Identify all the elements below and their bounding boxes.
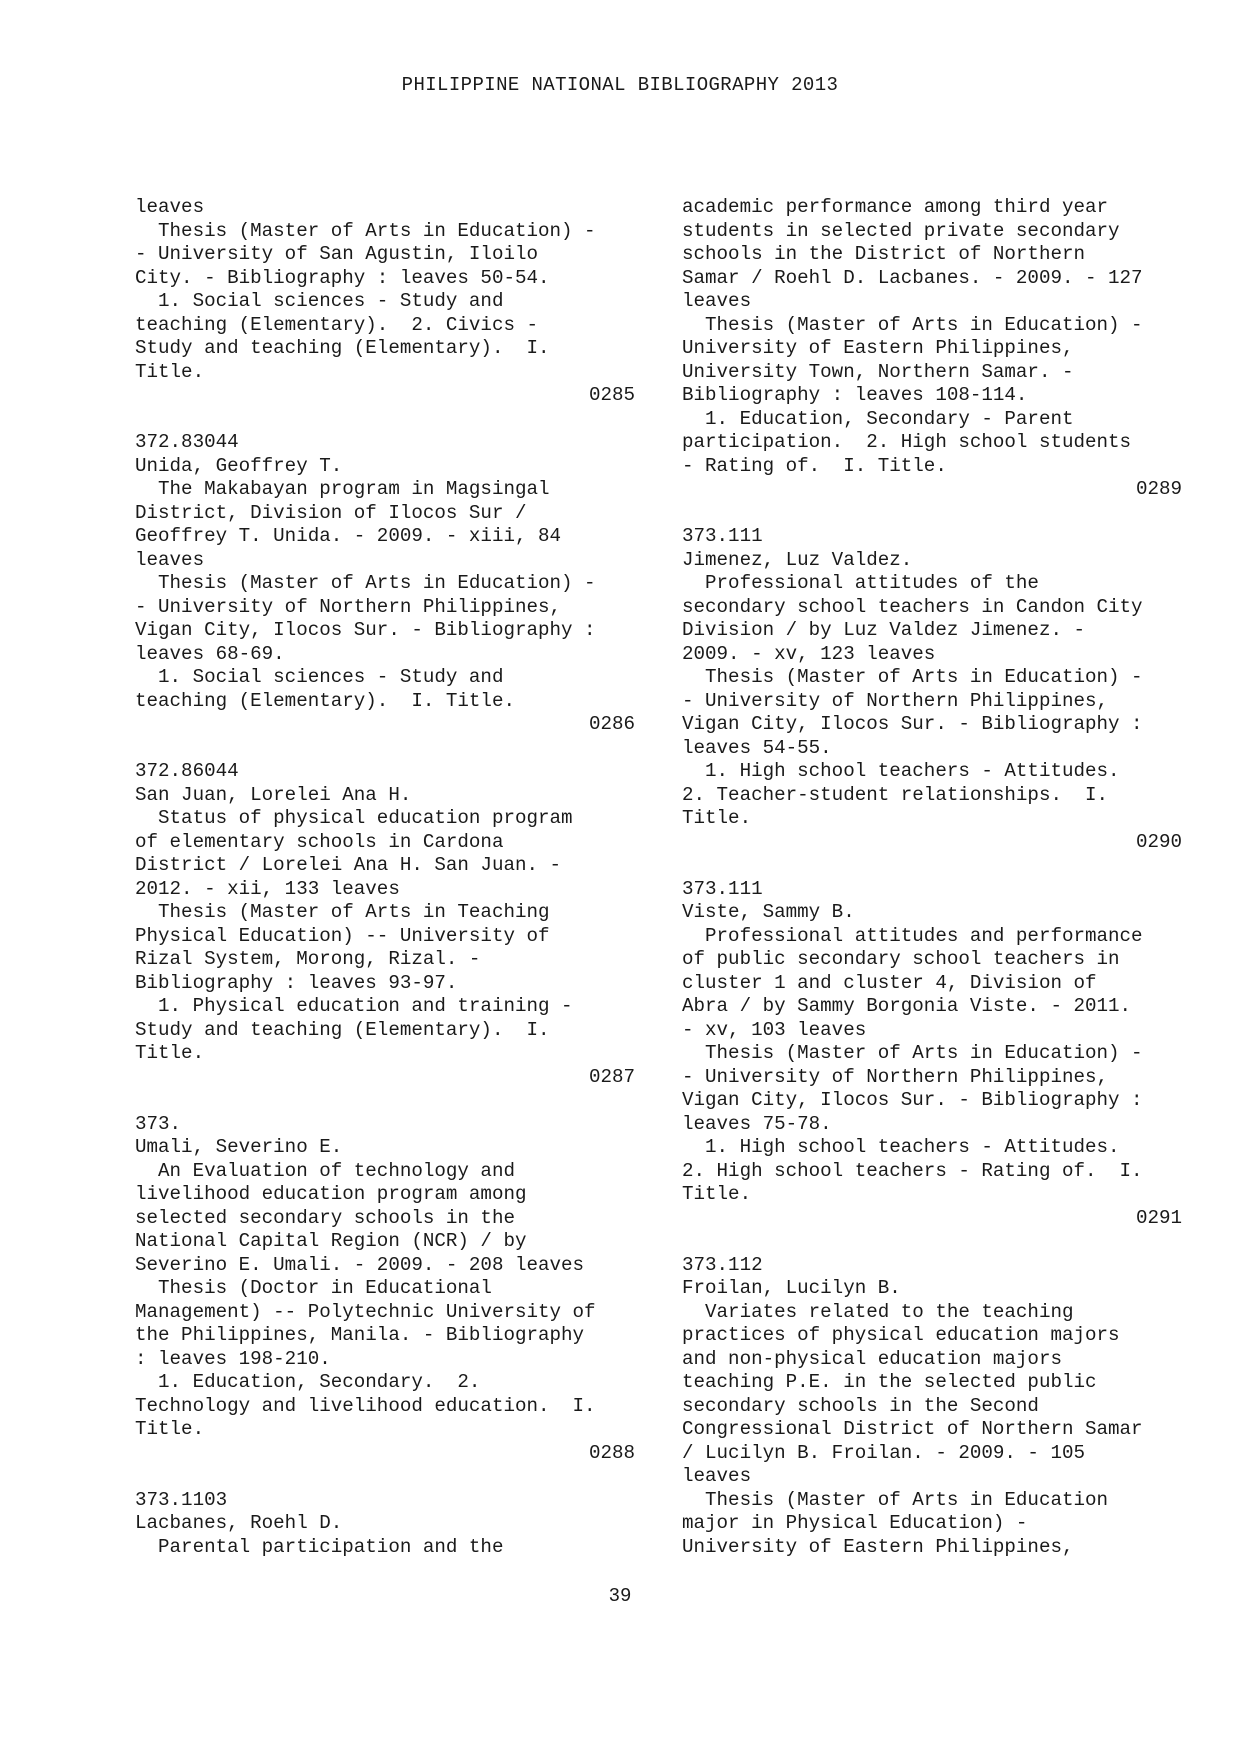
text-line: teaching (Elementary). I. Title. xyxy=(135,689,515,712)
text-line: University Town, Northern Samar. - xyxy=(682,360,1074,383)
text-line: San Juan, Lorelei Ana H. xyxy=(135,783,412,806)
text-line xyxy=(135,1089,635,1113)
text-line xyxy=(135,737,635,761)
text-line: Thesis (Master of Arts in Education) - xyxy=(135,572,596,594)
text-line: Parental participation and the xyxy=(135,1535,504,1558)
text-line: Geoffrey T. Unida. - 2009. - xiii, 84 xyxy=(135,525,562,547)
text-line: Froilan, Lucilyn B. xyxy=(682,1277,901,1299)
text-line: 2012. - xii, 133 leaves xyxy=(135,877,400,900)
text-line: leaves xyxy=(135,196,205,218)
text-line: Thesis (Doctor in Educational xyxy=(135,1277,492,1299)
text-line: 373.112 xyxy=(682,1253,763,1276)
text-line: Title. xyxy=(135,1418,205,1440)
text-line: Title. xyxy=(682,1183,752,1205)
text-line: Thesis (Master of Arts in Education) - xyxy=(682,666,1143,688)
text-line: leaves xyxy=(135,548,205,571)
text-line: 1. High school teachers - Attitudes. xyxy=(682,760,1120,782)
text-line: The Makabayan program in Magsingal xyxy=(135,478,550,500)
text-line: selected secondary schools in the xyxy=(135,1206,515,1229)
page-number: 39 xyxy=(608,1585,632,1607)
text-line: the Philippines, Manila. - Bibliography xyxy=(135,1324,585,1346)
text-line: 1. Social sciences - Study and xyxy=(135,666,504,688)
text-line: cluster 1 and cluster 4, Division of xyxy=(682,971,1097,994)
text-line: Samar / Roehl D. Lacbanes. - 2009. - 127 xyxy=(682,266,1143,289)
text-line: practices of physical education majors xyxy=(682,1324,1120,1346)
text-line: and non-physical education majors xyxy=(682,1347,1062,1370)
text-line: University of Eastern Philippines, xyxy=(682,337,1074,359)
text-line: City. - Bibliography : leaves 50-54. xyxy=(135,266,550,289)
text-line: An Evaluation of technology and xyxy=(135,1159,515,1182)
text-line: Jimenez, Luz Valdez. xyxy=(682,548,913,571)
text-line: Rizal System, Morong, Rizal. - xyxy=(135,948,481,970)
text-line: National Capital Region (NCR) / by xyxy=(135,1230,527,1252)
entry-number: 0286 xyxy=(588,713,635,735)
text-line: students in selected private secondary xyxy=(682,219,1120,242)
text-line: Title. xyxy=(682,807,752,829)
text-line xyxy=(682,502,1182,526)
text-line: teaching (Elementary). 2. Civics - xyxy=(135,313,539,336)
text-line xyxy=(135,1465,635,1489)
text-line: Congressional District of Northern Samar xyxy=(682,1418,1143,1440)
text-line: Bibliography : leaves 108-114. xyxy=(682,384,1028,406)
text-line: secondary schools in the Second xyxy=(682,1394,1039,1417)
text-line: Bibliography : leaves 93-97. xyxy=(135,971,458,994)
text-line: 1. Education, Secondary. 2. xyxy=(135,1371,481,1393)
text-line: 2. Teacher-student relationships. I. xyxy=(682,783,1109,806)
entry-number: 0290 xyxy=(1135,830,1182,853)
text-line: Title. xyxy=(135,1042,205,1064)
text-line: leaves 68-69. xyxy=(135,642,285,665)
text-line: schools in the District of Northern xyxy=(682,243,1086,265)
text-line: leaves 54-55. xyxy=(682,736,832,759)
text-line: Management) -- Polytechnic University of xyxy=(135,1300,596,1323)
text-line: : leaves 198-210. xyxy=(135,1347,331,1370)
entry-number: 0287 xyxy=(588,1065,635,1088)
text-line: Vigan City, Ilocos Sur. - Bibliography : xyxy=(682,1089,1143,1111)
text-line xyxy=(682,1230,1182,1254)
text-line: leaves xyxy=(682,1465,752,1487)
text-line: Abra / by Sammy Borgonia Viste. - 2011. xyxy=(682,995,1132,1017)
page-header: PHILIPPINE NATIONAL BIBLIOGRAPHY 2013 xyxy=(401,74,839,96)
text-line: Severino E. Umali. - 2009. - 208 leaves xyxy=(135,1253,585,1276)
text-line: academic performance among third year xyxy=(682,196,1109,218)
text-line: / Lucilyn B. Froilan. - 2009. - 105 xyxy=(682,1441,1086,1464)
text-line: livelihood education program among xyxy=(135,1183,527,1205)
text-line: District, Division of Ilocos Sur / xyxy=(135,501,527,524)
text-line: District / Lorelei Ana H. San Juan. - xyxy=(135,854,562,876)
text-line: Technology and livelihood education. I. xyxy=(135,1394,596,1417)
text-line: Status of physical education program xyxy=(135,807,573,829)
text-line: of public secondary school teachers in xyxy=(682,948,1120,970)
text-line: 1. Social sciences - Study and xyxy=(135,290,504,312)
text-line: University of Eastern Philippines, xyxy=(682,1535,1074,1558)
text-line: Study and teaching (Elementary). I. xyxy=(135,337,550,359)
text-line: teaching P.E. in the selected public xyxy=(682,1371,1097,1393)
text-line xyxy=(135,408,635,432)
text-line: Professional attitudes and performance xyxy=(682,924,1143,947)
text-line: participation. 2. High school students xyxy=(682,431,1132,453)
entry-number: 0291 xyxy=(1135,1206,1182,1229)
text-line: Thesis (Master of Arts in Education) - xyxy=(682,313,1143,336)
text-line: - University of Northern Philippines, xyxy=(135,595,562,618)
entry-number: 0289 xyxy=(1135,478,1182,500)
text-line: 372.83044 xyxy=(135,431,239,453)
text-line: - University of Northern Philippines, xyxy=(682,689,1109,712)
text-line: 373.111 xyxy=(682,525,763,547)
text-line: 1. Physical education and training - xyxy=(135,995,573,1017)
text-line: Vigan City, Ilocos Sur. - Bibliography : xyxy=(682,713,1143,735)
text-line: secondary school teachers in Candon City xyxy=(682,595,1143,618)
text-line: - Rating of. I. Title. xyxy=(682,454,947,477)
left-column xyxy=(135,196,635,1559)
text-line: leaves xyxy=(682,290,752,312)
text-line: Division / by Luz Valdez Jimenez. - xyxy=(682,619,1086,641)
text-line: Variates related to the teaching xyxy=(682,1300,1074,1323)
text-line: Unida, Geoffrey T. xyxy=(135,454,343,477)
text-line: Lacbanes, Roehl D. xyxy=(135,1512,343,1534)
entry-number: 0285 xyxy=(588,384,635,406)
text-line: Professional attitudes of the xyxy=(682,572,1039,594)
text-line: 372.86044 xyxy=(135,760,239,782)
text-line: 373.111 xyxy=(682,877,763,900)
text-line: 2009. - xv, 123 leaves xyxy=(682,642,936,665)
text-line: - University of Northern Philippines, xyxy=(682,1065,1109,1088)
text-line: Study and teaching (Elementary). I. xyxy=(135,1018,550,1041)
text-line: Thesis (Master of Arts in Education) - xyxy=(682,1042,1143,1064)
text-line: Vigan City, Ilocos Sur. - Bibliography : xyxy=(135,619,596,641)
text-line xyxy=(682,854,1182,878)
text-line: - xv, 103 leaves xyxy=(682,1018,867,1041)
text-line: Title. xyxy=(135,360,205,383)
text-line: 2. High school teachers - Rating of. I. xyxy=(682,1159,1143,1182)
text-line: Thesis (Master of Arts in Education) - xyxy=(135,219,596,242)
text-line: leaves 75-78. xyxy=(682,1112,832,1135)
text-line: of elementary schools in Cardona xyxy=(135,830,504,853)
text-line: - University of San Agustin, Iloilo xyxy=(135,243,539,265)
text-line: Umali, Severino E. xyxy=(135,1136,343,1158)
text-line: 373. xyxy=(135,1112,182,1135)
text-line: Thesis (Master of Arts in Teaching xyxy=(135,901,550,923)
text-line: Viste, Sammy B. xyxy=(682,901,855,923)
text-line: Physical Education) -- University of xyxy=(135,924,550,947)
text-line: 1. Education, Secondary - Parent xyxy=(682,407,1074,430)
entry-number: 0288 xyxy=(588,1441,635,1464)
text-line: 1. High school teachers - Attitudes. xyxy=(682,1136,1120,1158)
right-column xyxy=(682,196,1182,1559)
text-line: Thesis (Master of Arts in Education xyxy=(682,1488,1109,1511)
text-line: 373.1103 xyxy=(135,1488,228,1511)
text-line: major in Physical Education) - xyxy=(682,1512,1028,1534)
